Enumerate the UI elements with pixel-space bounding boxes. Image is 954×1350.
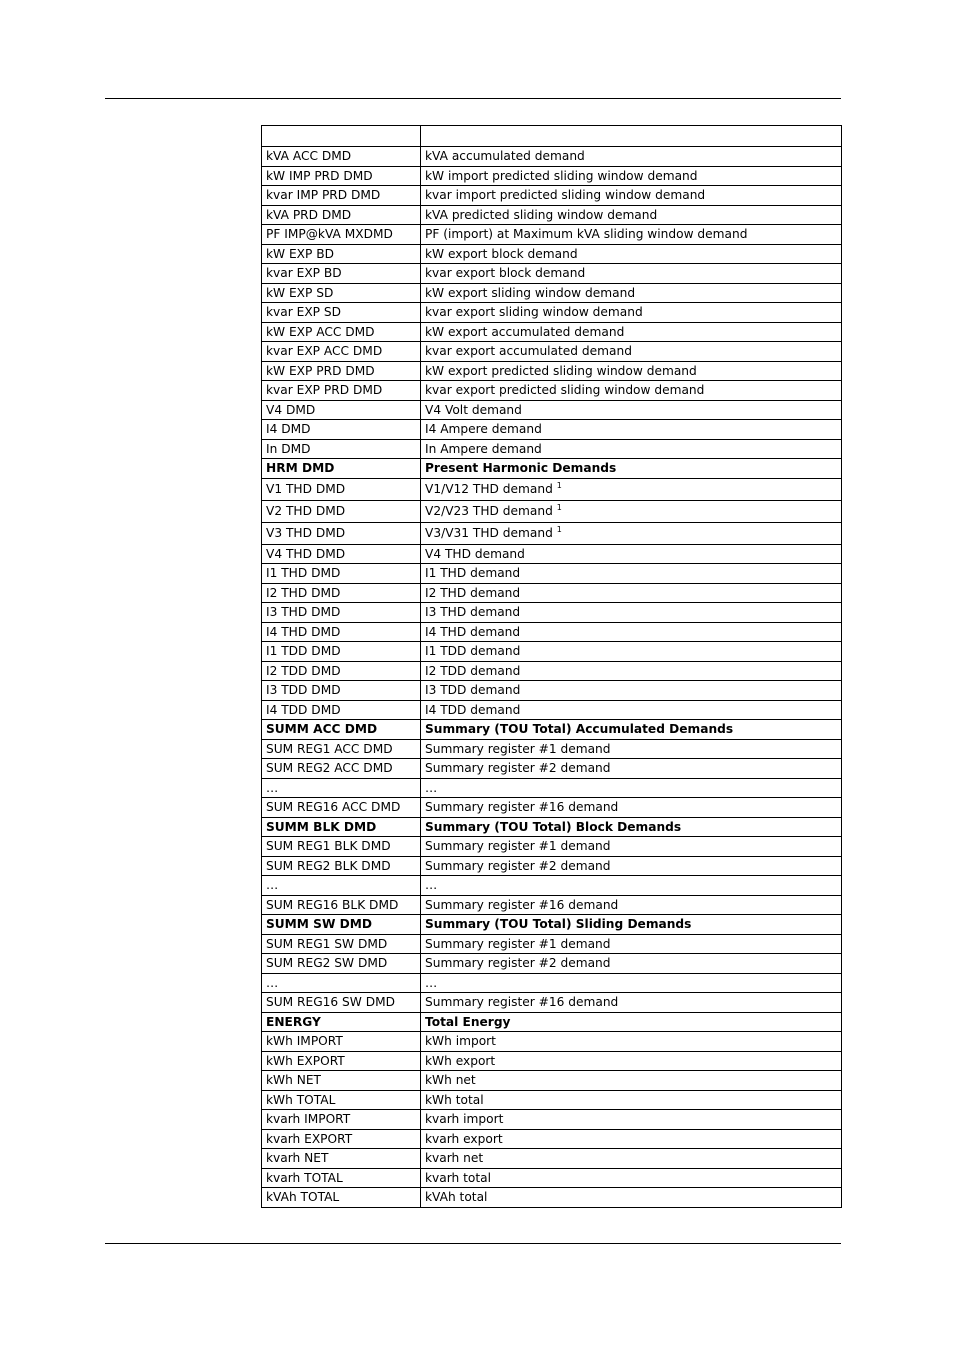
section-header-row [262, 915, 842, 935]
parameter-code-cell: SUM REG2 BLK DMD [262, 856, 421, 876]
parameter-description-cell [421, 954, 842, 974]
table-row [262, 1032, 842, 1052]
parameter-code-cell: SUM REG16 ACC DMD [262, 798, 421, 818]
parameter-code-cell: I2 TDD DMD [262, 661, 421, 681]
description-text: kVAh total [425, 1190, 488, 1205]
parameter-description-cell [421, 1012, 842, 1032]
parameter-description-cell [421, 798, 842, 818]
table-row [262, 778, 842, 798]
parameter-table [261, 125, 842, 1208]
header-rule [105, 98, 841, 99]
description-text: kW import predicted sliding window demand [425, 168, 698, 183]
parameter-code-cell: V4 DMD [262, 400, 421, 420]
parameter-code-cell: I3 THD DMD [262, 603, 421, 623]
description-text: Summary register #1 demand [425, 936, 611, 951]
parameter-code-cell: kWh NET [262, 1071, 421, 1091]
description-text: PF (import) at Maximum kVA sliding window demand [425, 227, 748, 242]
description-text: Summary register #1 demand [425, 741, 611, 756]
table-row [262, 837, 842, 857]
table-row [262, 361, 842, 381]
table-row [262, 439, 842, 459]
parameter-code-cell: kvarh NET [262, 1149, 421, 1169]
parameter-code-cell: kWh TOTAL [262, 1090, 421, 1110]
parameter-description-cell [421, 622, 842, 642]
table-row [262, 420, 842, 440]
table-row [262, 322, 842, 342]
table-row [262, 147, 842, 167]
parameter-description-cell [421, 934, 842, 954]
parameter-description-cell [421, 993, 842, 1013]
description-text: V4 THD demand [425, 546, 525, 561]
parameter-code-cell: … [262, 778, 421, 798]
table-row [262, 283, 842, 303]
parameter-code-cell: V2 THD DMD [262, 500, 421, 522]
parameter-description-cell [421, 342, 842, 362]
parameter-description-cell [421, 564, 842, 584]
parameter-description-cell [421, 361, 842, 381]
parameter-description-cell [421, 400, 842, 420]
parameter-code-cell: kvarh TOTAL [262, 1168, 421, 1188]
description-text: kW export block demand [425, 246, 578, 261]
description-text: I4 TDD demand [425, 702, 521, 717]
parameter-code-cell: kVAh TOTAL [262, 1188, 421, 1208]
description-text: Summary register #16 demand [425, 897, 619, 912]
parameter-description-cell [421, 147, 842, 167]
table-row [262, 876, 842, 896]
description-text: kvar export block demand [425, 266, 586, 281]
parameter-code-cell: SUM REG16 SW DMD [262, 993, 421, 1013]
table-row [262, 381, 842, 401]
table-row [262, 681, 842, 701]
parameter-code-cell: kVA ACC DMD [262, 147, 421, 167]
parameter-description-cell [421, 166, 842, 186]
parameter-code-cell: kvarh IMPORT [262, 1110, 421, 1130]
parameter-description-cell [421, 1129, 842, 1149]
footnote-marker: 1 [556, 525, 562, 534]
parameter-description-cell [421, 661, 842, 681]
description-text: V2/V23 THD demand [425, 504, 553, 518]
description-text: I1 THD demand [425, 566, 521, 581]
description-text: I3 THD demand [425, 605, 521, 620]
parameter-code-cell: kW EXP PRD DMD [262, 361, 421, 381]
table-row [262, 166, 842, 186]
parameter-description-cell [421, 915, 842, 935]
parameter-code-cell: SUMM BLK DMD [262, 817, 421, 837]
parameter-code-cell: kW EXP ACC DMD [262, 322, 421, 342]
parameter-code-cell: I4 DMD [262, 420, 421, 440]
parameter-description-cell [421, 700, 842, 720]
table-row [262, 856, 842, 876]
description-text: Present Harmonic Demands [425, 461, 617, 476]
parameter-description-cell [421, 778, 842, 798]
description-text: kvarh total [425, 1170, 492, 1185]
description-text: kVA predicted sliding window demand [425, 207, 658, 222]
parameter-code-cell: V1 THD DMD [262, 478, 421, 500]
description-text: I4 Ampere demand [425, 422, 542, 437]
description-text: kvarh net [425, 1151, 484, 1166]
table-row [262, 303, 842, 323]
description-text: I2 TDD demand [425, 663, 521, 678]
table-row [262, 1149, 842, 1169]
description-text: Summary register #16 demand [425, 800, 619, 815]
parameter-code-cell: I4 THD DMD [262, 622, 421, 642]
parameter-code-cell: I3 TDD DMD [262, 681, 421, 701]
description-text: I3 TDD demand [425, 683, 521, 698]
parameter-code-cell: … [262, 973, 421, 993]
description-text: Summary register #2 demand [425, 858, 611, 873]
parameter-code-cell: kvar IMP PRD DMD [262, 186, 421, 206]
parameter-description-cell [421, 1051, 842, 1071]
parameter-code-cell: SUM REG2 ACC DMD [262, 759, 421, 779]
footnote-marker: 1 [556, 481, 562, 490]
parameter-code-cell: I4 TDD DMD [262, 700, 421, 720]
description-text: … [425, 878, 438, 893]
parameter-description-cell [421, 225, 842, 245]
description-text: kWh export [425, 1053, 496, 1068]
parameter-description-cell [421, 186, 842, 206]
parameter-description-cell [421, 759, 842, 779]
table-row [262, 1168, 842, 1188]
description-text: V1/V12 THD demand [425, 482, 553, 496]
parameter-description-cell [421, 1090, 842, 1110]
parameter-description-cell [421, 973, 842, 993]
description-text: Summary register #1 demand [425, 839, 611, 854]
section-header-row [262, 720, 842, 740]
parameter-description-cell [421, 1188, 842, 1208]
description-text: I4 THD demand [425, 624, 521, 639]
parameter-code-cell: kWh EXPORT [262, 1051, 421, 1071]
parameter-code-cell: I1 TDD DMD [262, 642, 421, 662]
description-text: kWh import [425, 1034, 496, 1049]
parameter-description-cell [421, 895, 842, 915]
table-row [262, 244, 842, 264]
parameter-code-cell: I1 THD DMD [262, 564, 421, 584]
table-row [262, 622, 842, 642]
parameter-code-cell: kvar EXP SD [262, 303, 421, 323]
parameter-description-cell [421, 544, 842, 564]
table-row [262, 544, 842, 564]
header-cell-description [421, 126, 842, 147]
parameter-description-cell [421, 681, 842, 701]
description-text: kvarh import [425, 1112, 504, 1127]
header-cell-code [262, 126, 421, 147]
parameter-code-cell: kvarh EXPORT [262, 1129, 421, 1149]
parameter-description-cell [421, 837, 842, 857]
parameter-description-cell [421, 322, 842, 342]
description-text: Summary (TOU Total) Accumulated Demands [425, 722, 734, 737]
parameter-code-cell: SUM REG1 SW DMD [262, 934, 421, 954]
parameter-description-cell [421, 459, 842, 479]
table-row [262, 400, 842, 420]
table-row [262, 700, 842, 720]
table-row [262, 205, 842, 225]
parameter-code-cell: SUM REG2 SW DMD [262, 954, 421, 974]
parameter-description-cell [421, 439, 842, 459]
parameter-description-cell [421, 522, 842, 544]
parameter-description-cell [421, 500, 842, 522]
parameter-code-cell: SUM REG16 BLK DMD [262, 895, 421, 915]
table-row [262, 739, 842, 759]
description-text: Summary (TOU Total) Sliding Demands [425, 917, 692, 932]
parameter-description-cell [421, 817, 842, 837]
parameter-code-cell: V3 THD DMD [262, 522, 421, 544]
table-row [262, 1051, 842, 1071]
description-text: kW export sliding window demand [425, 285, 636, 300]
parameter-description-cell [421, 478, 842, 500]
parameter-code-cell: SUMM SW DMD [262, 915, 421, 935]
description-text: kvarh export [425, 1131, 503, 1146]
table-row [262, 895, 842, 915]
table-row [262, 186, 842, 206]
parameter-description-cell [421, 720, 842, 740]
table-row [262, 934, 842, 954]
parameter-code-cell: kvar EXP BD [262, 264, 421, 284]
parameter-description-cell [421, 303, 842, 323]
parameter-code-cell: … [262, 876, 421, 896]
parameter-code-cell: kW IMP PRD DMD [262, 166, 421, 186]
table-row [262, 225, 842, 245]
description-text: kWh net [425, 1073, 476, 1088]
description-text: kvar export predicted sliding window demand [425, 383, 705, 398]
parameter-description-cell [421, 244, 842, 264]
parameter-description-cell [421, 642, 842, 662]
parameter-code-cell: kvar EXP PRD DMD [262, 381, 421, 401]
description-text: I1 TDD demand [425, 644, 521, 659]
parameter-code-cell: V4 THD DMD [262, 544, 421, 564]
table-row [262, 603, 842, 623]
description-text: I2 THD demand [425, 585, 521, 600]
parameter-code-cell: SUM REG1 BLK DMD [262, 837, 421, 857]
description-text: kvar export sliding window demand [425, 305, 643, 320]
description-text: In Ampere demand [425, 441, 542, 456]
parameter-description-cell [421, 739, 842, 759]
parameter-description-cell [421, 1071, 842, 1091]
description-text: V3/V31 THD demand [425, 526, 553, 540]
table-row [262, 1188, 842, 1208]
parameter-code-cell: SUMM ACC DMD [262, 720, 421, 740]
parameter-code-cell: kW EXP SD [262, 283, 421, 303]
description-text: … [425, 780, 438, 795]
table-row [262, 500, 842, 522]
table-row [262, 1110, 842, 1130]
parameter-description-cell [421, 856, 842, 876]
table-row [262, 954, 842, 974]
table-row [262, 478, 842, 500]
parameter-code-cell: I2 THD DMD [262, 583, 421, 603]
table-row [262, 264, 842, 284]
description-text: V4 Volt demand [425, 402, 522, 417]
parameter-code-cell: ENERGY [262, 1012, 421, 1032]
section-header-row [262, 459, 842, 479]
parameter-code-cell: SUM REG1 ACC DMD [262, 739, 421, 759]
table-row [262, 342, 842, 362]
description-text: Summary register #2 demand [425, 761, 611, 776]
table-row [262, 564, 842, 584]
section-header-row [262, 1012, 842, 1032]
parameter-description-cell [421, 603, 842, 623]
parameter-table-body [262, 126, 842, 1208]
parameter-description-cell [421, 1149, 842, 1169]
section-header-row [262, 817, 842, 837]
parameter-code-cell: PF IMP@kVA MXDMD [262, 225, 421, 245]
parameter-description-cell [421, 1032, 842, 1052]
description-text: kvar import predicted sliding window demand [425, 188, 706, 203]
parameter-description-cell [421, 1168, 842, 1188]
parameter-code-cell: kvar EXP ACC DMD [262, 342, 421, 362]
table-row [262, 1071, 842, 1091]
parameter-code-cell: kVA PRD DMD [262, 205, 421, 225]
table-row [262, 759, 842, 779]
footnote-marker: 1 [556, 503, 562, 512]
parameter-description-cell [421, 381, 842, 401]
table-row [262, 798, 842, 818]
parameter-code-cell: HRM DMD [262, 459, 421, 479]
parameter-description-cell [421, 876, 842, 896]
parameter-description-cell [421, 205, 842, 225]
parameter-code-cell: kWh IMPORT [262, 1032, 421, 1052]
description-text: Summary register #2 demand [425, 956, 611, 971]
table-row [262, 1090, 842, 1110]
parameter-description-cell [421, 583, 842, 603]
parameter-code-cell: kW EXP BD [262, 244, 421, 264]
table-row [262, 583, 842, 603]
description-text: kW export predicted sliding window demand [425, 363, 697, 378]
description-text: kW export accumulated demand [425, 324, 625, 339]
table-header-row [262, 126, 842, 147]
description-text: kvar export accumulated demand [425, 344, 632, 359]
description-text: Total Energy [425, 1014, 511, 1029]
parameter-code-cell: In DMD [262, 439, 421, 459]
table-row [262, 973, 842, 993]
table-row [262, 661, 842, 681]
description-text: … [425, 975, 438, 990]
table-row [262, 642, 842, 662]
table-row [262, 1129, 842, 1149]
description-text: kVA accumulated demand [425, 149, 585, 164]
description-text: Summary register #16 demand [425, 995, 619, 1010]
description-text: kWh total [425, 1092, 484, 1107]
table-row [262, 522, 842, 544]
parameter-description-cell [421, 283, 842, 303]
parameter-description-cell [421, 1110, 842, 1130]
table-row [262, 993, 842, 1013]
footer-rule [105, 1243, 841, 1244]
parameter-description-cell [421, 264, 842, 284]
parameter-description-cell [421, 420, 842, 440]
description-text: Summary (TOU Total) Block Demands [425, 819, 682, 834]
